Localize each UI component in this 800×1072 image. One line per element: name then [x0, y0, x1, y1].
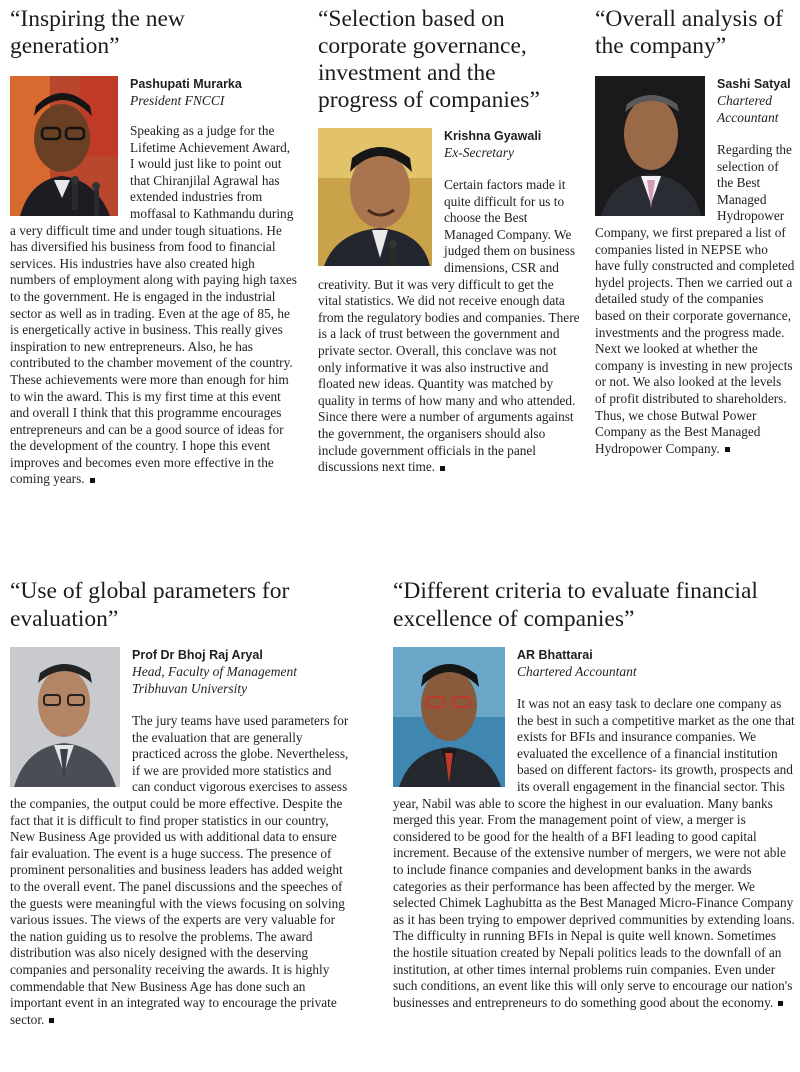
end-mark [778, 1001, 783, 1006]
person-role: President FNCCI [130, 93, 225, 108]
portrait-photo [595, 76, 705, 216]
article-bhattarai [393, 577, 795, 1011]
article-heading: “Use of global parameters for evaluation” [10, 578, 290, 632]
article-text: Regarding the selection of the Best Managed Hydropower Company, we first prepared a list of companies listed in NEPSE who have fully constructed and completed hydel projects. Then we carried out a detailed study of the companies based on their corporate governance, investments and the progress made. Next we looked at whether the company is investing in new projects or not. We also looked at the levels of profit distributed to shareholders. Thus, we chose Butwal Power Company as the Best Managed Hydropower Company. [595, 142, 795, 456]
article-text: Speaking as a judge for the Lifetime Achievement Award, I would just like to point out that Chiranjilal Agrawal has extended industries from moffasal to Kathmandu during a very difficult time and under tough situations. He has diversified his business from food to financial services. His industries have also created high numbers of employment along with paying high taxes to the government. He is engaged in the industrial sector as well as in trading. Even at the age of 85, he is energetically active in business. This really gives inspiration to new entrepreneurs. Also, he has contributed to the chamber movement of the country. These achievements were more than enough for him to win the award. This is my first time at this event and overall I think that this programme encourages entrepreneurs and can be a good source of ideas for the development of the country. I hope this event improves and becomes even more effective in the coming years. [10, 123, 297, 487]
person-role: Head, Faculty of Management Tribhuvan University [132, 664, 297, 696]
article-heading: “Overall analysis of the company” [595, 6, 783, 59]
portrait-photo [10, 76, 118, 216]
article-heading: “Selection based on corporate governance, investment and the progress of companies” [318, 6, 540, 113]
person-name: Prof Dr Bhoj Raj Aryal [132, 648, 263, 662]
person-name: Pashupati Murarka [130, 77, 242, 91]
portrait-photo [393, 647, 505, 787]
article-heading: “Inspiring the new generation” [10, 6, 185, 59]
end-mark [725, 447, 730, 452]
person-name: Krishna Gyawali [444, 129, 542, 143]
article-text: Certain factors made it quite difficult for us to choose the Best Managed Company. We judged them on business dimensions, CSR and creativity. But it was very difficult to get the vital statistics. We did not receive enough data from the regulatory bodies and companies. There is a lack of trust between the government and private sector. Overall, this conclave was not only informative it was also instructive and floated new ideas. Quantity was matched by quality in terms of how many and who attended. Since there were a number of arguments against the government, the organisers should also include government officials in the panel discussions next time. [318, 177, 580, 475]
portrait-photo [10, 647, 120, 787]
article-satyal [595, 6, 795, 457]
end-mark [440, 466, 445, 471]
article-heading: “Different criteria to evaluate financial excellence of companies” [393, 578, 758, 632]
person-role: Chartered Accountant [717, 93, 779, 125]
article-text: It was not an easy task to declare one company as the best in such a competitive market as the one that exists for BFIs and insurance companies. We evaluated the excellence of a financial institution based on different factors- its growth, prospects and its overall engagement in the financial sector. This year, Nabil was able to score the highest in our evaluation. Many banks merged this year. From the management point of view, a merger is considered to be good for the health of a BFI leading to good capital increment. Because of the extensive number of mergers, we were not able to include finance companies and development banks in the awards categories as their performance has been affected by the merger. We selected Chimek Laghubitta as the Best Managed Micro-Finance Company as it has been trying to empower deprived communities by extending loans. The difficulty in running BFIs in Nepal is quite well known. Sometimes the hostile situation created by Nepali politics leads to the downfall of an institution, at other times internal problems ruin companies. Even under such conditions, an event like this will only serve to encourage our nation's businesses and entrepreneurs to do something good about the economy. [393, 696, 795, 1010]
end-mark [49, 1018, 54, 1023]
article-text: The jury teams have used parameters for the evaluation that are generally practiced across the globe. Nevertheless, if we are provided more statistics and can conduct vigorous exercises to assess the companies, the output could be more effective. Despite the fact that it is difficult to find proper statistics in our country, New Business Age provided us with additional data to ensure fair evaluation. The event is a huge success. The presence of prominent personalities and business leaders has added weight to the overall event. The panel discussions and the speeches of the guests were meaningful with the views focusing on solving various issues. The views of the experts are very valuable for the nation guiding us to resolve the problems. The award distribution was also nicely designed with the deserving companies and personality receiving the awards. It is highly commendable that New Business Age has done such an important event in an integrated way to encourage the private sector. [10, 713, 349, 1027]
article-gyawali [318, 6, 580, 476]
article-aryal [10, 577, 350, 1028]
person-role: Chartered Accountant [517, 664, 637, 679]
person-role: Ex-Secretary [444, 145, 514, 160]
person-name: Sashi Satyal [717, 77, 791, 91]
article-murarka [10, 6, 297, 488]
end-mark [90, 478, 95, 483]
person-name: AR Bhattarai [517, 648, 593, 662]
portrait-photo [318, 128, 432, 266]
